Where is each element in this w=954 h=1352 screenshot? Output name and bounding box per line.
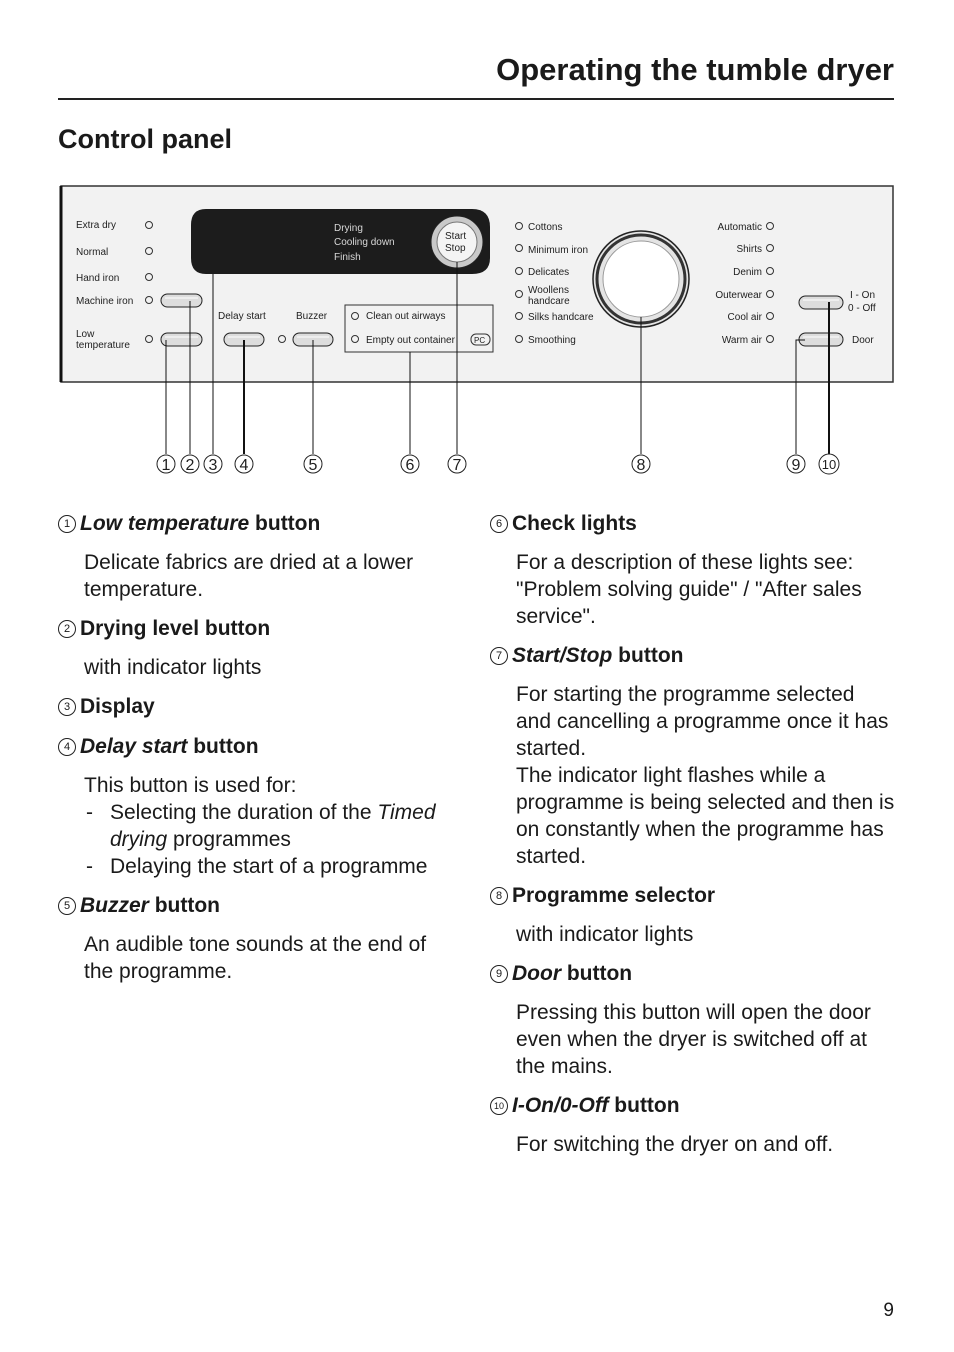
drying-level-low: Low — [76, 329, 95, 340]
drying-level-normal: Normal — [76, 247, 109, 258]
callout-2: 2 — [185, 457, 195, 474]
callout-1: 1 — [161, 457, 171, 474]
item-7 — [490, 642, 895, 870]
item-title: button — [148, 894, 220, 917]
programme-outerwear: Outerwear — [715, 290, 762, 301]
pc-badge-label: PC — [474, 336, 486, 345]
page-number: 9 — [883, 1300, 894, 1321]
item-5 — [58, 892, 448, 985]
control-panel-diagram — [0, 0, 954, 480]
programme-woollens: Woollens — [528, 285, 569, 296]
list-item: - Delaying the start of a programme — [84, 853, 448, 880]
item-title: Check lights — [512, 512, 637, 535]
buzzer-label: Buzzer — [296, 311, 328, 322]
callout-7: 7 — [452, 457, 462, 474]
item-number: 7 — [490, 647, 508, 665]
programme-cottons: Cottons — [528, 222, 563, 233]
display-cooling-down: Cooling down — [334, 237, 395, 248]
callout-10: 10 — [821, 457, 837, 472]
item-8 — [490, 882, 895, 948]
descriptions-right — [490, 510, 895, 1170]
item-title: Display — [80, 695, 155, 718]
callout-numbers — [157, 454, 839, 474]
programme-smoothing: Smoothing — [528, 335, 576, 346]
item-body: Pressing this button will open the door even when the dryer is switched off at the mains. — [516, 1001, 871, 1078]
item-body: with indicator lights — [84, 656, 262, 679]
check-light-airways: Clean out airways — [366, 311, 446, 322]
item-number: 6 — [490, 515, 508, 533]
item-body: For switching the dryer on and off. — [516, 1133, 834, 1156]
callout-8: 8 — [636, 457, 646, 474]
programme-silks-handcare: Silks handcare — [528, 312, 594, 323]
callout-3: 3 — [208, 457, 218, 474]
item-number: 9 — [490, 965, 508, 983]
item-6 — [490, 510, 895, 630]
item-body: An audible tone sounds at the end of the programme. — [84, 933, 427, 983]
item-body: For starting the programme selected and cancelling a programme once it has started. — [516, 683, 889, 760]
item-title-italic: Door — [512, 962, 561, 985]
item-4 — [58, 733, 448, 880]
item-title: button — [561, 962, 633, 985]
drying-level-hand-iron: Hand iron — [76, 273, 120, 284]
programme-woollens-handcare: handcare — [528, 296, 570, 307]
item-number: 1 — [58, 515, 76, 533]
check-light-container: Empty out container — [366, 335, 455, 346]
item-body: For a description of these lights see: "Problem solving guide" / "After sales service". — [516, 551, 862, 628]
descriptions-left — [58, 510, 448, 997]
drying-level-machine-iron: Machine iron — [76, 296, 134, 307]
callout-6: 6 — [405, 457, 415, 474]
on-off-button[interactable] — [799, 296, 843, 309]
stop-label: Stop — [445, 243, 466, 254]
programme-warm-air: Warm air — [721, 335, 762, 346]
item-title: button — [608, 1094, 680, 1117]
item-number: 5 — [58, 897, 76, 915]
start-label: Start — [445, 231, 467, 242]
low-temperature-button[interactable] — [161, 333, 202, 346]
item-title-italic: Delay start — [80, 735, 188, 758]
item-number: 10 — [490, 1097, 508, 1115]
item-number: 8 — [490, 887, 508, 905]
item-body: The indicator light flashes while a programme is being selected and then is on constantly when the programme has started. — [516, 764, 895, 868]
callout-9: 9 — [791, 457, 801, 474]
item-3 — [58, 693, 448, 721]
delay-start-label: Delay start — [218, 311, 266, 322]
on-label: I - On — [850, 290, 876, 301]
item-title-italic: Buzzer — [80, 894, 149, 917]
display-drying: Drying — [334, 223, 363, 234]
item-body: with indicator lights — [516, 923, 694, 946]
item-title-italic: Start/Stop — [512, 644, 613, 667]
item-title: button — [612, 644, 684, 667]
drying-level-temperature: temperature — [76, 340, 130, 351]
drying-level-extra-dry: Extra dry — [76, 220, 117, 231]
display-finish: Finish — [334, 252, 361, 263]
door-label: Door — [852, 335, 874, 346]
programme-automatic: Automatic — [717, 222, 762, 233]
item-9 — [490, 960, 895, 1080]
callout-5: 5 — [308, 457, 318, 474]
item-body: This button is used for: — [84, 774, 297, 797]
section-heading: Control panel — [58, 124, 232, 154]
programme-delicates: Delicates — [528, 267, 570, 278]
item-1 — [58, 510, 448, 603]
door-button[interactable] — [799, 333, 843, 346]
off-label: 0 - Off — [848, 303, 876, 314]
item-title: Drying level button — [80, 617, 271, 640]
programme-denim: Denim — [733, 267, 762, 278]
item-number: 3 — [58, 698, 76, 716]
item-title: Programme selector — [512, 884, 716, 907]
programme-cool-air: Cool air — [727, 312, 762, 323]
item-number: 4 — [58, 738, 76, 756]
list-item: - Selecting the duration of the Timed drying programmes — [84, 799, 448, 853]
callout-4: 4 — [239, 457, 249, 474]
item-title-italic: I-On/0-Off — [512, 1094, 609, 1117]
item-body: Delicate fabrics are dried at a lower temperature. — [84, 551, 414, 601]
item-title: button — [249, 512, 321, 535]
programme-minimum-iron: Minimum iron — [528, 245, 589, 256]
page-title: Operating the tumble dryer — [496, 52, 894, 87]
item-title-italic: Low temperature — [80, 512, 250, 535]
item-title: button — [187, 735, 259, 758]
programme-shirts: Shirts — [736, 244, 762, 255]
usage-list — [84, 799, 448, 880]
item-10 — [490, 1092, 895, 1158]
item-number: 2 — [58, 620, 76, 638]
drying-level-button[interactable] — [161, 294, 202, 307]
item-2 — [58, 615, 448, 681]
